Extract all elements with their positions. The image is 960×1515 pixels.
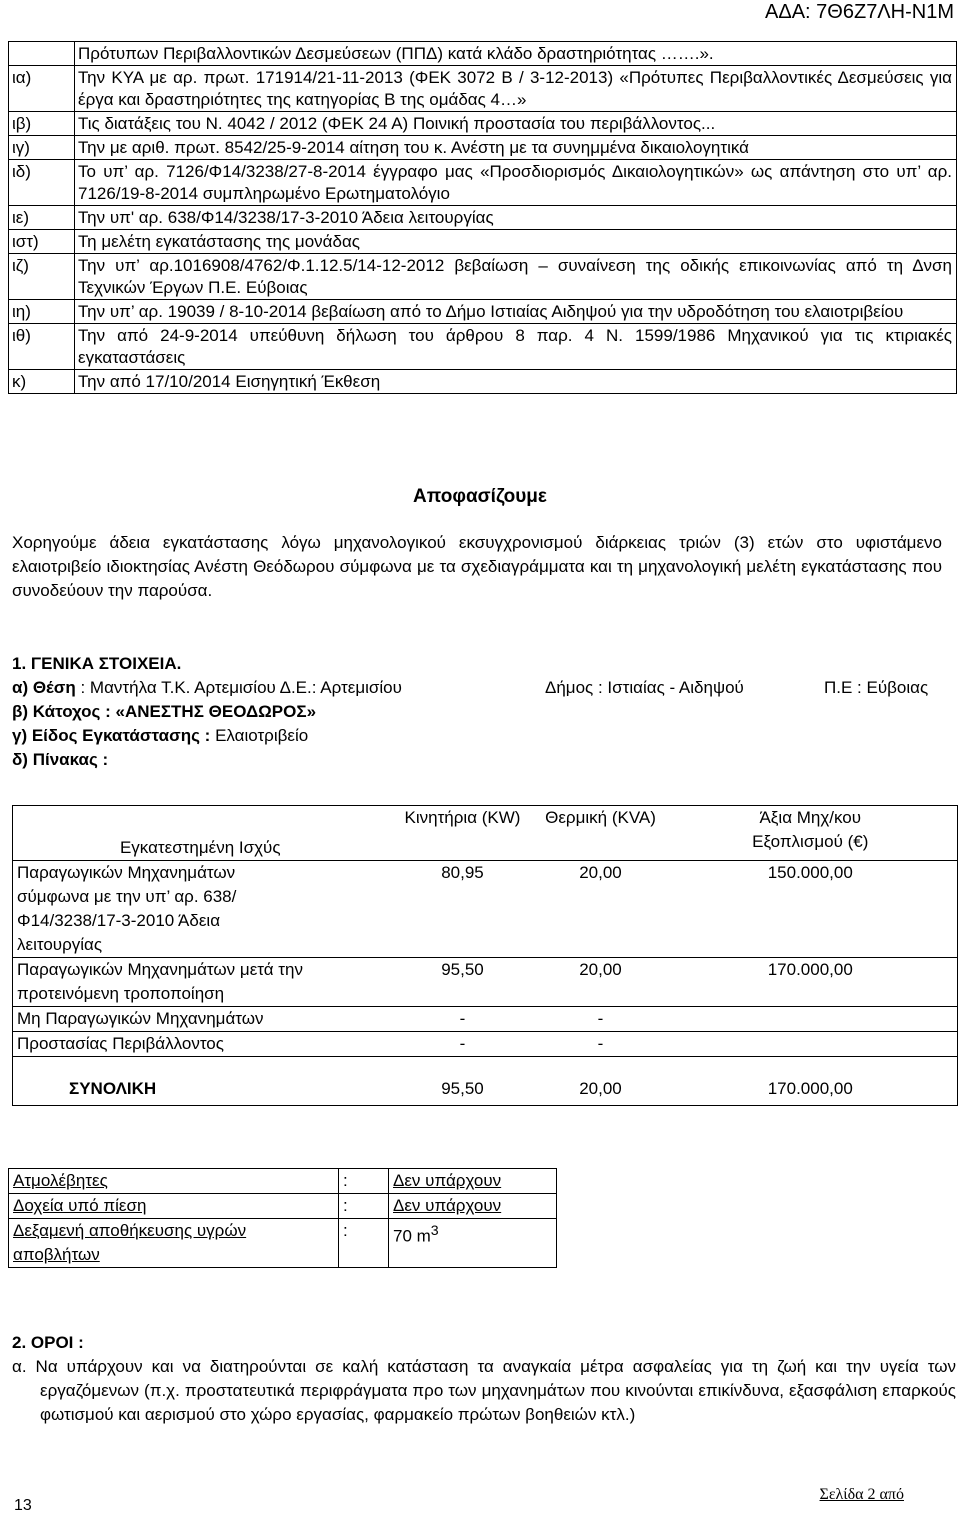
location-value: : Μαντήλα Τ.Κ. Αρτεμισίου Δ.Ε.: Αρτεμισίου: [80, 678, 402, 697]
reference-code: ιζ): [9, 254, 75, 300]
equipment-row: [9, 1169, 557, 1194]
equipment-value: Δεν υπάρχουν: [389, 1169, 557, 1194]
reference-row: [9, 136, 957, 160]
reference-text: Την υπ' αρ. 638/Φ14/3238/17-3-2010 Άδεια λειτουργίας: [75, 206, 957, 230]
row-thermal: -: [538, 1007, 664, 1032]
reference-row: [9, 300, 957, 324]
equipment-value-cell: [389, 1219, 557, 1268]
reference-code: [9, 42, 75, 66]
row-thermal: -: [538, 1032, 664, 1057]
reference-text: Τις διατάξεις του Ν. 4042 / 2012 (ΦΕΚ 24 Α) Ποινική προστασία του περιβάλλοντος...: [75, 112, 957, 136]
type-value: Ελαιοτριβείο: [215, 726, 309, 745]
row-label: Μη Παραγωγικών Μηχανημάτων: [13, 1007, 388, 1032]
power-table-spacer: [13, 1057, 958, 1078]
reference-text: Την από 17/10/2014 Εισηγητική Έκθεση: [75, 370, 957, 394]
reference-code: ιε): [9, 206, 75, 230]
reference-text: Τη μελέτη εγκατάστασης της μονάδας: [75, 230, 957, 254]
row-motive: -: [388, 1032, 538, 1057]
equipment-row: [9, 1194, 557, 1219]
row-motive: 95,50: [388, 958, 538, 1007]
power-table-total: [13, 1077, 958, 1106]
reference-code: ιδ): [9, 160, 75, 206]
reference-text: Την υπ’ αρ. 19039 / 8-10-2014 βεβαίωση από το Δήμο Ιστιαίας Αιδηψού για την υδροδότηση του ελαιοτριβείου: [75, 300, 957, 324]
owner-value: «ΑΝΕΣΤΗΣ ΘΕΟΔΩΡΟΣ»: [115, 702, 317, 721]
equipment-label: Δοχεία υπό πίεση: [9, 1194, 339, 1219]
decision-heading: Αποφασίζουμε: [413, 486, 547, 507]
equipment-sep: :: [339, 1219, 389, 1268]
equipment-row: [9, 1219, 557, 1268]
power-table-row: [13, 1032, 958, 1057]
reference-text: Την με αριθ. πρωτ. 8542/25-9-2014 αίτηση του κ. Ανέστη με τα συνημμένα δικαιολογητικά: [75, 136, 957, 160]
page-number: 13: [14, 1497, 32, 1514]
row-value: [664, 1007, 958, 1032]
row-label: Παραγωγικών Μηχανημάτων σύμφωνα με την υπ’ αρ. 638/Φ14/3238/17-3-2010 Άδεια λειτουργίας: [13, 861, 388, 958]
equipment-sep: :: [339, 1194, 389, 1219]
equipment-value: Δεν υπάρχουν: [389, 1194, 557, 1219]
total-label: ΣΥΝΟΛΙΚΗ: [13, 1077, 388, 1106]
term-a: α. Να υπάρχουν και να διατηρούνται σε καλή κατάσταση τα αναγκαία μέτρα ασφαλείας για τη ζωή και την υγεία των εργαζόμενων (π.χ. προστατευτικά περιφράγματα προ των μηχανημάτων που κινούνται επικίνδυνα, εξασφάλιση επαρκούς φωτισμού και αερισμού στο χώρο εργασίας, φαρμακείο πρώτων βοηθειών κτλ.): [12, 1357, 956, 1424]
row-value: [664, 1032, 958, 1057]
power-table-row: [13, 1007, 958, 1032]
power-table: [12, 805, 958, 1106]
row-motive: 80,95: [388, 861, 538, 958]
reference-row: [9, 160, 957, 206]
row-label: Προστασίας Περιβάλλοντος: [13, 1032, 388, 1057]
reference-text: Την από 24-9-2014 υπεύθυνη δήλωση του άρθρου 8 παρ. 4 Ν. 1599/1986 Μηχανικού για τις κτιριακές εγκαταστάσεις: [75, 324, 957, 370]
page-label: Σελίδα 2 από: [819, 1486, 904, 1503]
terms-title: 2. ΟΡΟΙ :: [12, 1333, 84, 1352]
installed-power-header: Εγκατεστημένη Ισχύς: [13, 806, 388, 861]
reference-text: Την ΚΥΑ με αρ. πρωτ. 171914/21-11-2013 (ΦΕΚ 3072 Β / 3-12-2013) «Πρότυπες Περιβαλλοντικές Δεσμεύσεις για έργα και δραστηριότητες της κατηγορίας Β της ομάδας 4…»: [75, 66, 957, 112]
total-thermal: 20,00: [538, 1077, 664, 1106]
ada-code: ΑΔΑ: 7Θ6Ζ7ΛΗ-Ν1Μ: [765, 1, 954, 23]
equipment-label: Δεξαμενή αποθήκευσης υγρών αποβλήτων: [9, 1219, 339, 1268]
type-label: γ) Είδος Εγκατάστασης :: [12, 726, 211, 745]
reference-row: [9, 230, 957, 254]
equipment-sep: :: [339, 1169, 389, 1194]
location-label: α) Θέση: [12, 678, 76, 697]
reference-row: [9, 66, 957, 112]
references-table: [8, 41, 957, 394]
reference-code: ιθ): [9, 324, 75, 370]
reference-row: [9, 370, 957, 394]
equipment-value-header: Άξια Μηχ/κου Εξοπλισμού (€): [664, 806, 958, 861]
reference-code: ιγ): [9, 136, 75, 160]
equipment-value: 70 m: [393, 1226, 431, 1246]
type-line: [12, 724, 308, 748]
row-value: 150.000,00: [664, 861, 958, 958]
decision-paragraph: Χορηγούμε άδεια εγκατάστασης λόγω μηχανολογικού εκσυγχρονισμού διάρκειας τριών (3) ετών στο υφιστάμενο ελαιοτριβείο ιδιοκτησίας Ανέστη Θεόδωρου σύμφωνα με τα σχεδιαγράμματα και τη μηχανολογική μελέτη εγκατάστασης που συνοδεύουν την παρούσα.: [12, 533, 942, 600]
reference-text: Το υπ’ αρ. 7126/Φ14/3238/27-8-2014 έγγραφο μας «Προσδιορισμός Δικαιολογητικών» ως απάντηση στο υπ’ αρ. 7126/19-8-2014 συμπληρωμένο Ερωτηματολόγιο: [75, 160, 957, 206]
total-motive: 95,50: [388, 1077, 538, 1106]
power-table-row: [13, 861, 958, 958]
power-table-header: [13, 806, 958, 861]
row-label: Παραγωγικών Μηχανημάτων μετά την προτεινόμενη τροποποίηση: [13, 958, 388, 1007]
row-motive: -: [388, 1007, 538, 1032]
location-line: [12, 676, 942, 700]
row-value: 170.000,00: [664, 958, 958, 1007]
reference-row: [9, 42, 957, 66]
prefecture: Π.Ε : Εύβοιας: [824, 678, 929, 697]
motive-power-header: Κινητήρια (KW): [388, 806, 538, 861]
equipment-table: [8, 1168, 557, 1268]
power-table-row: [13, 958, 958, 1007]
equipment-unit-exponent: 3: [430, 1223, 439, 1239]
reference-code: ιη): [9, 300, 75, 324]
equipment-label: Ατμολέβητες: [9, 1169, 339, 1194]
reference-code: ια): [9, 66, 75, 112]
reference-text: Πρότυπων Περιβαλλοντικών Δεσμεύσεων (ΠΠΔ) κατά κλάδο δραστηριότητας …….».: [75, 42, 957, 66]
reference-code: ιστ): [9, 230, 75, 254]
reference-row: [9, 254, 957, 300]
total-value: 170.000,00: [664, 1077, 958, 1106]
reference-code: ιβ): [9, 112, 75, 136]
table-label: δ) Πίνακας :: [12, 750, 109, 769]
reference-row: [9, 324, 957, 370]
municipality: Δήμος : Ιστιαίας - Αιδηψού: [545, 678, 744, 697]
owner-label: β) Κάτοχος :: [12, 702, 111, 721]
row-thermal: 20,00: [538, 958, 664, 1007]
row-thermal: 20,00: [538, 861, 664, 958]
owner-line: [12, 700, 316, 724]
general-title: 1. ΓΕΝΙΚΑ ΣΤΟΙΧΕΙΑ.: [12, 654, 182, 673]
reference-code: κ): [9, 370, 75, 394]
reference-row: [9, 206, 957, 230]
reference-text: Την υπ’ αρ.1016908/4762/Φ.1.12.5/14-12-2012 βεβαίωση – συναίνεση της οδικής επικοινωνίας από τη Δνση Τεχνικών Έργων Π.Ε. Εύβοιας: [75, 254, 957, 300]
thermal-power-header: Θερμική (KVA): [538, 806, 664, 861]
reference-row: [9, 112, 957, 136]
